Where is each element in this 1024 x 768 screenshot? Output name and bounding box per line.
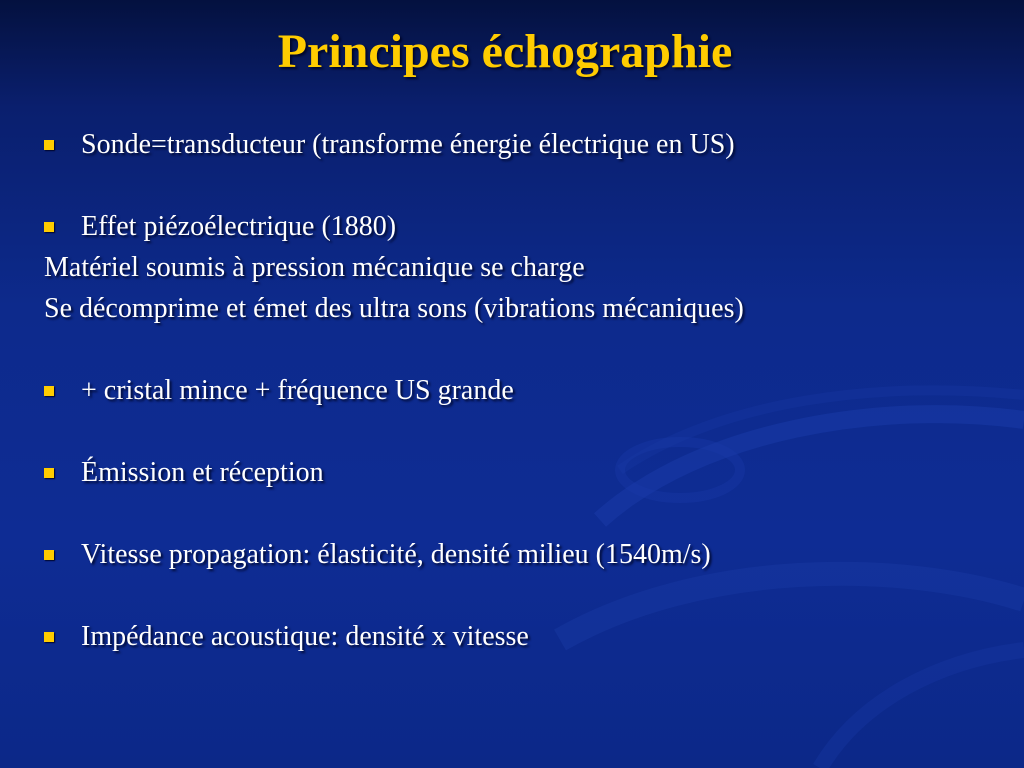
square-bullet-icon	[44, 632, 54, 642]
blank-line	[44, 329, 1004, 370]
blank-line	[44, 493, 1004, 534]
bullet-item	[44, 534, 1004, 575]
square-bullet-icon	[44, 468, 54, 478]
square-bullet-icon	[44, 386, 54, 396]
square-bullet-icon	[44, 222, 54, 232]
bullet-text: Impédance acoustique: densité x vitesse	[81, 621, 529, 652]
plain-text-line: Matériel soumis à pression mécanique se charge	[44, 252, 585, 283]
bullet-item	[44, 370, 1004, 411]
blank-line	[44, 411, 1004, 452]
slide-body	[44, 124, 1004, 657]
bullet-item	[44, 452, 1004, 493]
bullet-item	[44, 616, 1004, 657]
bullet-text: + cristal mince + fréquence US grande	[81, 375, 514, 406]
bullet-text: Émission et réception	[81, 457, 324, 488]
bullet-text: Effet piézoélectrique (1880)	[81, 211, 397, 242]
bullet-item	[44, 124, 1004, 165]
blank-line	[44, 575, 1004, 616]
bullet-text: Vitesse propagation: élasticité, densité milieu (1540m/s)	[81, 539, 711, 570]
blank-line	[44, 165, 1004, 206]
slide-title: Principes échographie	[277, 25, 733, 78]
square-bullet-icon	[44, 140, 54, 150]
square-bullet-icon	[44, 550, 54, 560]
bullet-item	[44, 206, 1004, 247]
plain-text-line: Se décomprime et émet des ultra sons (vibrations mécaniques)	[44, 293, 744, 324]
bullet-text: Sonde=transducteur (transforme énergie électrique en US)	[81, 129, 735, 160]
